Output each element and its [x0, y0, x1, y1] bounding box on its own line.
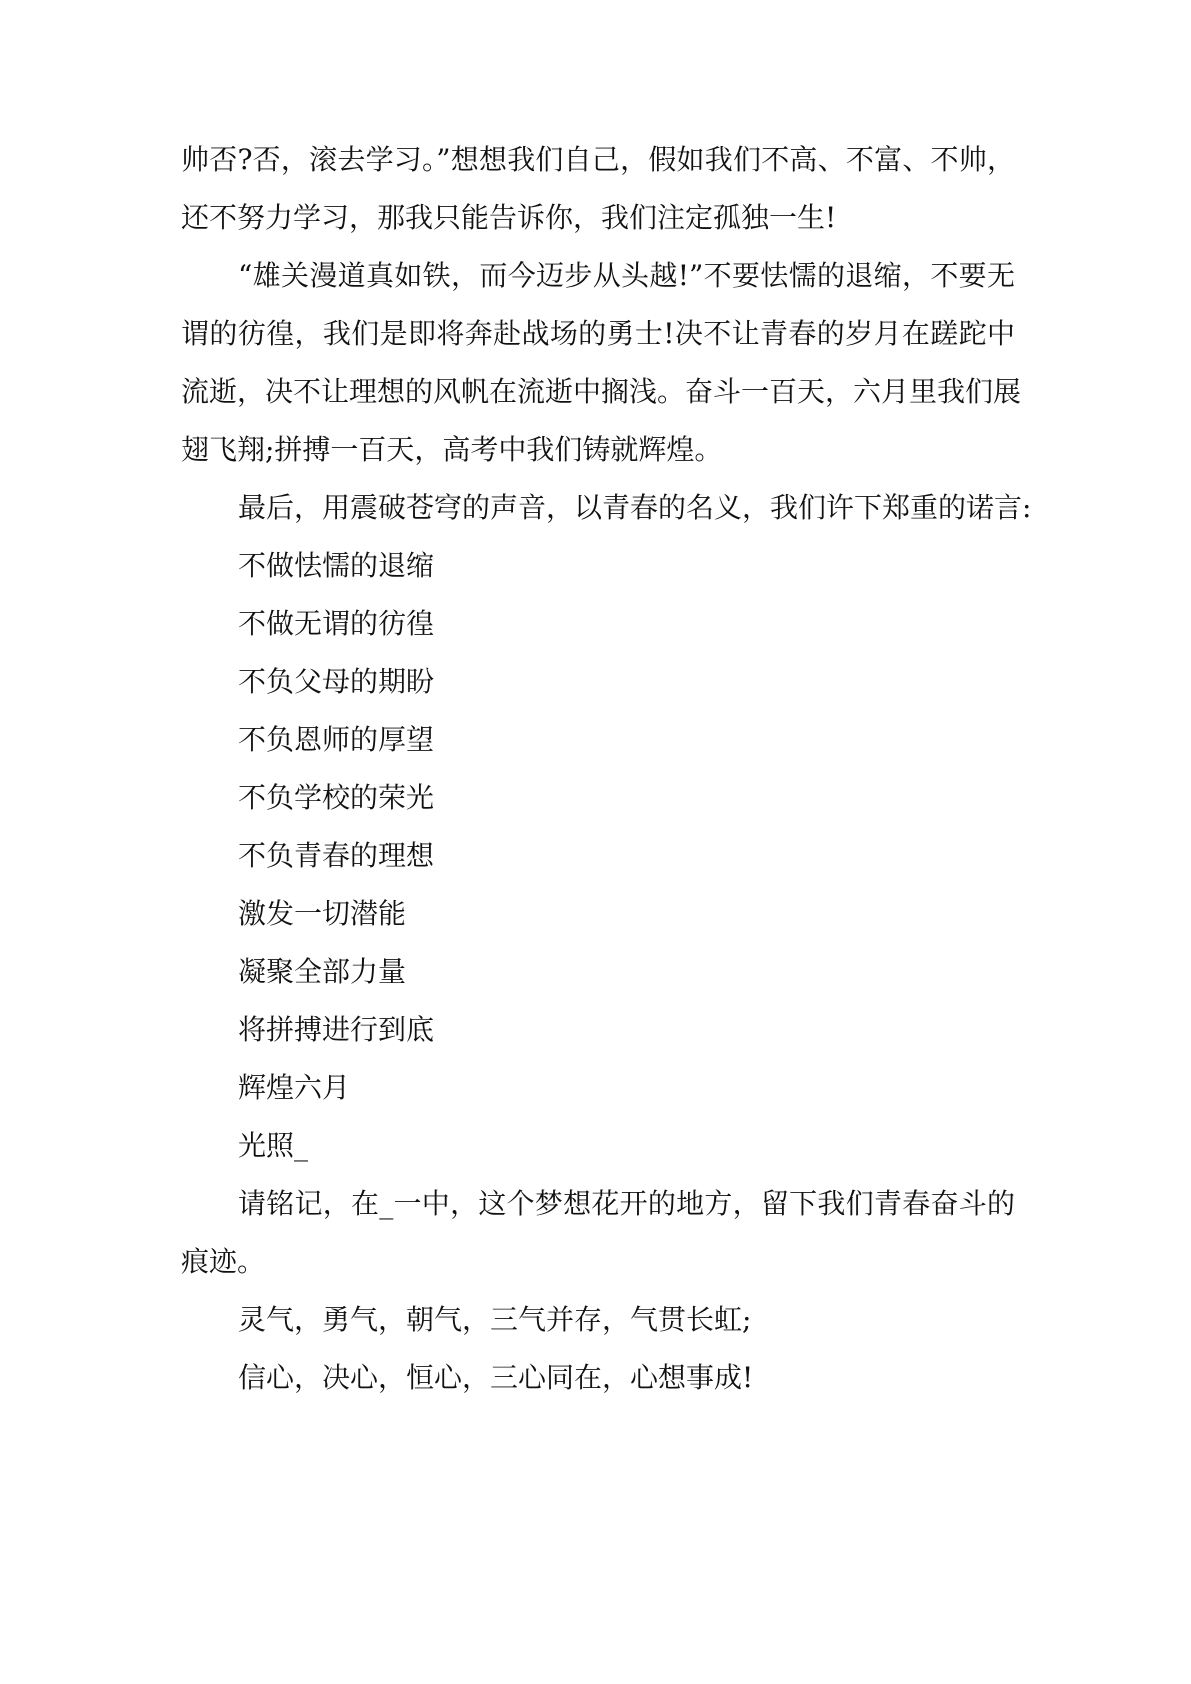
paragraph-6: 信心，决心，恒心，三心同在，心想事成! [238, 1361, 754, 1394]
pledge-line: 不做怯懦的退缩 [238, 549, 435, 582]
pledge-line: 凝聚全部力量 [238, 955, 407, 988]
paragraph-2-line-2: 谓的彷徨，我们是即将奔赴战场的勇士!决不让青春的岁月在蹉跎中 [181, 317, 1015, 350]
paragraph-4-line-1: 请铭记，在_一中，这个梦想花开的地方，留下我们青春奋斗的 [238, 1187, 1015, 1220]
paragraph-5: 灵气，勇气，朝气，三气并存，气贯长虹; [238, 1303, 752, 1336]
pledge-line: 辉煌六月 [238, 1071, 351, 1104]
pledge-line: 激发一切潜能 [238, 897, 407, 930]
pledge-line: 不做无谓的彷徨 [238, 607, 435, 640]
pledge-line: 不负父母的期盼 [238, 665, 435, 698]
paragraph-2-line-3: 流逝，决不让理想的风帆在流逝中搁浅。奋斗一百天，六月里我们展 [181, 375, 1022, 408]
pledge-line: 不负学校的荣光 [238, 781, 435, 814]
paragraph-4-line-2: 痕迹。 [181, 1245, 266, 1278]
paragraph-1-line-2: 还不努力学习，那我只能告诉你，我们注定孤独一生! [181, 201, 837, 234]
pledge-line: 不负恩师的厚望 [238, 723, 435, 756]
paragraph-2-line-4: 翅飞翔;拼搏一百天，高考中我们铸就辉煌。 [181, 433, 723, 466]
pledge-line: 将拼搏进行到底 [238, 1013, 435, 1046]
pledge-line: 不负青春的理想 [238, 839, 435, 872]
paragraph-1-line-1: 帅否?否，滚去学习。”想想我们自己，假如我们不高、不富、不帅， [181, 143, 1015, 176]
paragraph-3: 最后，用震破苍穹的声音，以青春的名义，我们许下郑重的诺言: [238, 491, 1032, 524]
pledge-line: 光照_ [238, 1129, 309, 1162]
paragraph-2-line-1: “雄关漫道真如铁，而今迈步从头越!”不要怯懦的退缩，不要无 [238, 259, 1015, 292]
